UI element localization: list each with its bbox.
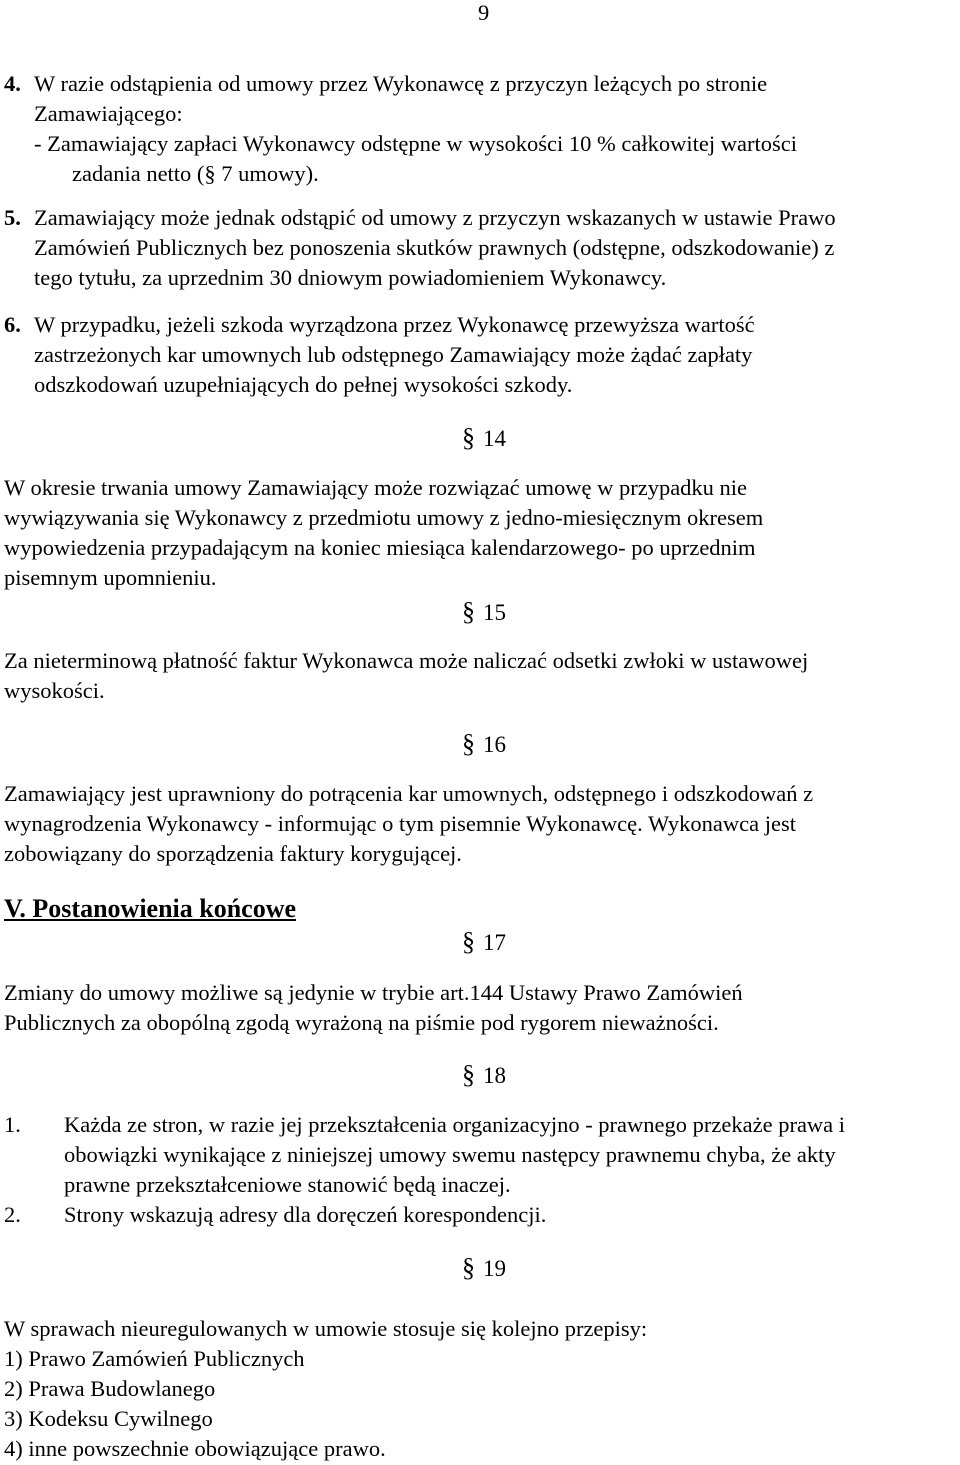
para6-line-3: odszkodowań uzupełniających do pełnej wysokości szkody.: [34, 372, 573, 397]
s18-item-2-number: 2.: [4, 1202, 21, 1227]
section-number: 15: [483, 600, 506, 625]
section-v-heading: V. Postanowienia końcowe: [4, 894, 297, 923]
s16-line-2: wynagrodzenia Wykonawcy - informując o tym pisemnie Wykonawcę. Wykonawca jest: [4, 811, 796, 836]
s19-list-item-3: 3) Kodeksu Cywilnego: [4, 1406, 213, 1431]
section-sign: §: [462, 423, 475, 452]
s14-line-2: wywiązywania się Wykonawcy z przedmiotu umowy z jedno-miesięcznym okresem: [4, 505, 764, 530]
section-number: 16: [483, 732, 506, 757]
s14-line-4: pisemnym upomnieniu.: [4, 565, 217, 590]
section-19-heading: [462, 1253, 506, 1284]
s15-line-2: wysokości.: [4, 678, 105, 703]
s18-item-1-line-1: Każda ze stron, w razie jej przekształcenia organizacyjno - prawnego przekaże prawa i: [64, 1112, 846, 1137]
s16-line-3: zobowiązany do sporządzenia faktury korygującej.: [4, 841, 462, 866]
s15-line-1: Za nieterminową płatność faktur Wykonawca może naliczać odsetki zwłoki w ustawowej: [4, 648, 809, 673]
para5-line-1: Zamawiający może jednak odstąpić od umowy z przyczyn wskazanych w ustawie Prawo: [34, 205, 836, 230]
s14-line-1: W okresie trwania umowy Zamawiający może rozwiązać umowę w przypadku nie: [4, 475, 748, 500]
s18-item-1-number: 1.: [4, 1112, 21, 1137]
s17-line-1: Zmiany do umowy możliwe są jedynie w trybie art.144 Ustawy Prawo Zamówień: [4, 980, 743, 1005]
s19-list-item-4: 4) inne powszechnie obowiązujące prawo.: [4, 1436, 386, 1461]
s19-list-item-2: 2) Prawa Budowlanego: [4, 1376, 216, 1401]
s18-item-1-line-2: obowiązki wynikające z niniejszej umowy swemu następcy prawnemu chyba, że akty: [64, 1142, 836, 1167]
section-number: 19: [483, 1256, 506, 1281]
para5-line-3: tego tytułu, za uprzednim 30 dniowym powiadomieniem Wykonawcy.: [34, 265, 667, 290]
s17-line-2: Publicznych za obopólną zgodą wyrażoną na piśmie pod rygorem nieważności.: [4, 1010, 719, 1035]
section-number: 14: [483, 426, 506, 451]
para4-line-4: zadania netto (§ 7 umowy).: [72, 161, 319, 186]
s16-line-1: Zamawiający jest uprawniony do potrącenia kar umownych, odstępnego i odszkodowań z: [4, 781, 814, 806]
section-17-heading: [462, 927, 506, 958]
s19-intro: W sprawach nieuregulowanych w umowie stosuje się kolejno przepisy:: [4, 1316, 648, 1341]
section-14-heading: [462, 423, 506, 454]
s18-item-1-line-3: prawne przekształceniowe stanowić będą inaczej.: [64, 1172, 511, 1197]
para5-line-2: Zamówień Publicznych bez ponoszenia skutków prawnych (odstępne, odszkodowanie) z: [34, 235, 835, 260]
section-sign: §: [462, 1253, 475, 1282]
section-18-heading: [462, 1060, 506, 1091]
para6-line-2: zastrzeżonych kar umownych lub odstępnego Zamawiający może żądać zapłaty: [34, 342, 753, 367]
section-sign: §: [462, 1060, 475, 1089]
para6-line-1: W przypadku, jeżeli szkoda wyrządzona przez Wykonawcę przewyższa wartość: [34, 312, 755, 337]
para5-number: 5.: [4, 205, 21, 230]
para4-number: 4.: [4, 71, 21, 96]
section-sign: §: [462, 729, 475, 758]
para4-line-3: - Zamawiający zapłaci Wykonawcy odstępne w wysokości 10 % całkowitej wartości: [34, 131, 797, 156]
section-number: 18: [483, 1063, 506, 1088]
s19-list-item-1: 1) Prawo Zamówień Publicznych: [4, 1346, 305, 1371]
section-16-heading: [462, 729, 506, 760]
para4-line-1: W razie odstąpienia od umowy przez Wykonawcę z przyczyn leżących po stronie: [34, 71, 768, 96]
s18-item-2-line-1: Strony wskazują adresy dla doręczeń korespondencji.: [64, 1202, 547, 1227]
section-sign: §: [462, 597, 475, 626]
para6-number: 6.: [4, 312, 21, 337]
para4-line-2: Zamawiającego:: [34, 101, 183, 126]
section-sign: §: [462, 927, 475, 956]
section-15-heading: [462, 597, 506, 628]
page-number: 9: [478, 0, 490, 25]
section-number: 17: [483, 930, 506, 955]
s14-line-3: wypowiedzenia przypadającym na koniec miesiąca kalendarzowego- po uprzednim: [4, 535, 756, 560]
